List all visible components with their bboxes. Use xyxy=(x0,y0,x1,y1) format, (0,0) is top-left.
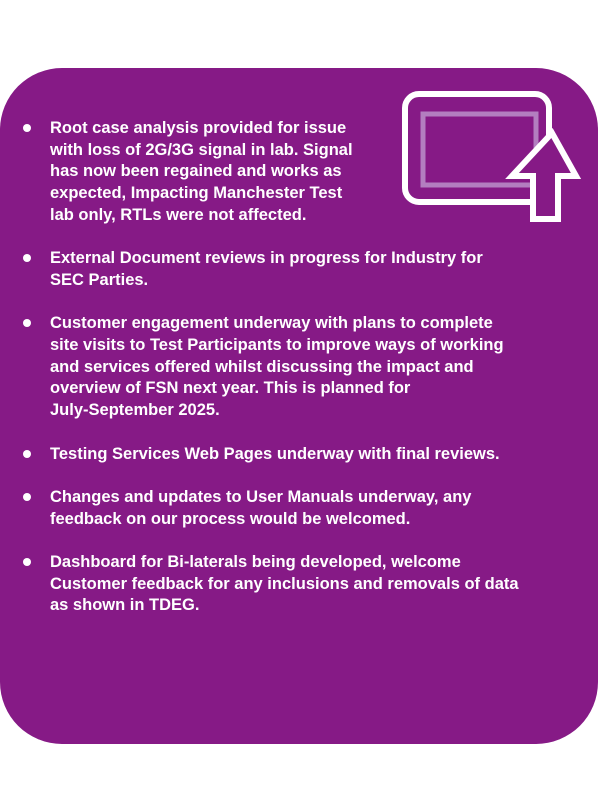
bullet-text: Testing Services Web Pages underway with final reviews. xyxy=(50,444,500,463)
bullet-item-customer-engagement xyxy=(0,313,519,422)
bullet-dot-icon xyxy=(23,558,31,566)
bullet-text: Customer engagement underway with plans to complete site visits to Test Participants to improve ways of working and services offered whilst discussing the impact and overview of FSN next year. This is planned for July-September 2025. xyxy=(50,314,504,420)
bullet-text: Changes and updates to User Manuals underway, any feedback on our process would be welcomed. xyxy=(50,487,472,528)
bullet-dot-icon xyxy=(23,254,31,262)
bullet-dot-icon xyxy=(23,319,31,327)
bullet-item-dashboard xyxy=(0,552,519,617)
bullet-dot-icon xyxy=(23,493,31,501)
bullet-item-document-reviews xyxy=(0,248,519,291)
update-bullet-list xyxy=(0,118,519,639)
bullet-item-root-cause xyxy=(0,118,519,227)
bullet-text: Dashboard for Bi-laterals being developed, welcome Customer feedback for any inclusions and removals of data as shown in TDEG. xyxy=(50,552,519,615)
bullet-dot-icon xyxy=(23,124,31,132)
bullet-text: External Document reviews in progress for Industry for SEC Parties. xyxy=(50,249,483,289)
bullet-text: Root case analysis provided for issue with loss of 2G/3G signal in lab. Signal has now been regained and works as expected, Impacting Manchester Test lab only, RTLs were not affected. xyxy=(50,119,353,224)
bullet-item-user-manuals xyxy=(0,487,519,530)
bullet-dot-icon xyxy=(23,450,31,458)
bullet-item-web-pages xyxy=(0,444,519,466)
